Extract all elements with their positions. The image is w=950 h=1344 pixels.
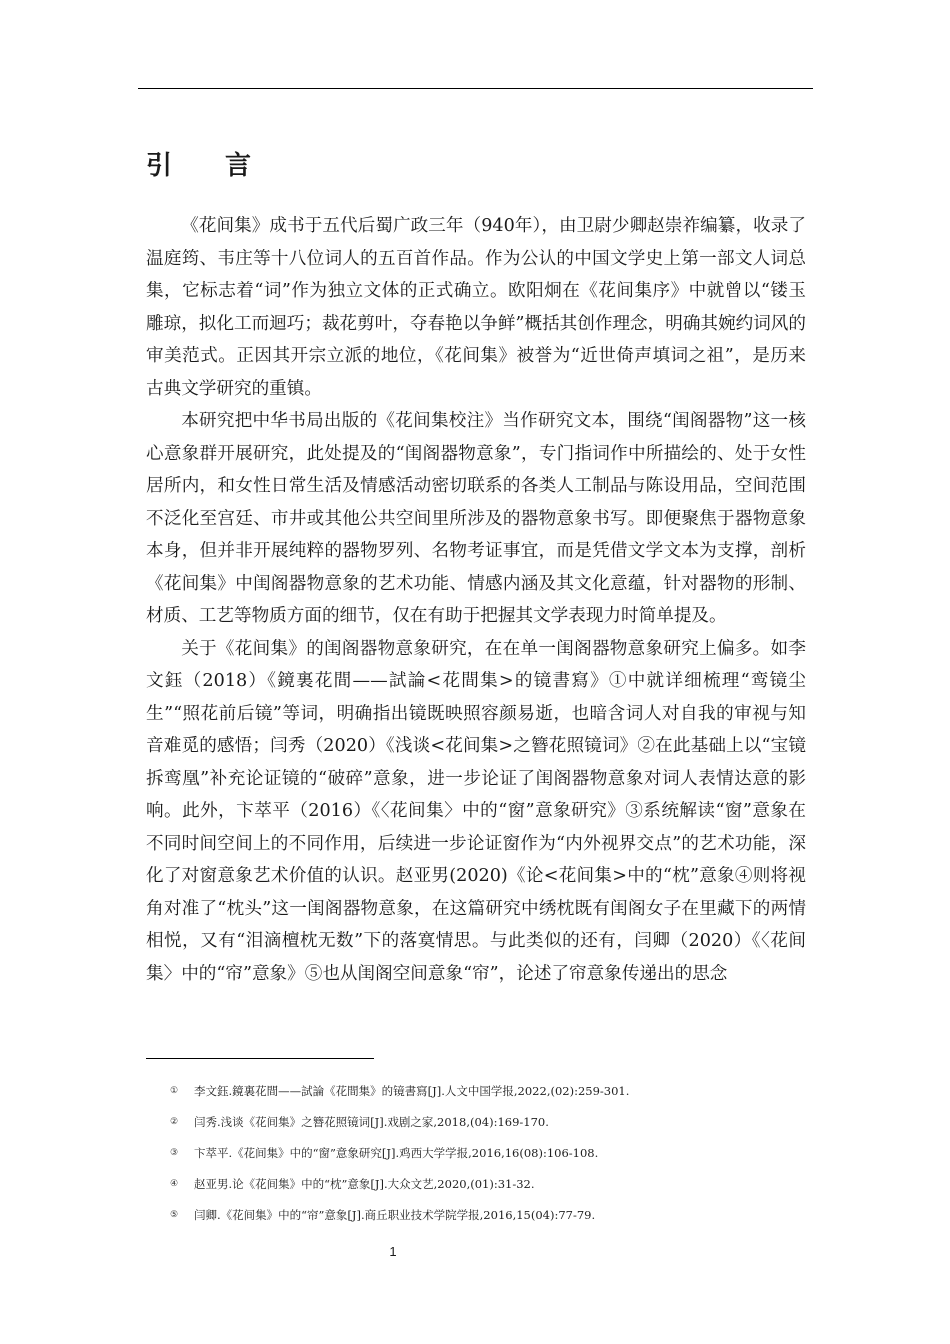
footnote (170, 1076, 810, 1107)
footnote-text: 闫卿.《花间集》中的“帘”意象[J].商丘职业技术学院学报,2016,15(04):77-79. (194, 1208, 596, 1222)
paragraph: 关于《花间集》的闺阁器物意象研究，在在单一闺阁器物意象研究上偏多。如李文鈺（2018）《鏡裏花間——試論<花間集>的镜書寫》①中就详细梳理“鸾镜尘生”“照花前后镜”等词，明确指出镜既映照容颜易逝，也暗含词人对自我的审视与知音难觅的感悟；闫秀（2020）《浅谈<花间集>之簪花照镜词》②在此基础上以“宝镜拆鸾凰”补充论证镜的“破碎”意象，进一步论证了闺阁器物意象对词人表情达意的影响。此外，卞萃平（2016）《〈花间集〉中的“窗”意象研究》③系统解读“窗”意象在不同时间空间上的不同作用，后续进一步论证窗作为“内外视界交点”的艺术功能，深化了对窗意象艺术价值的认识。赵亚男(2020)《论<花间集>中的“枕”意象④则将视角对准了“枕头”这一闺阁器物意象，在这篇研究中绣枕既有闺阁女子在里藏下的两情相悦，又有“泪滴檀枕无数”下的落寞情思。与此类似的还有，闫卿（2020）《〈花间集〉中的“帘”意象》⑤也从闺阁空间意象“帘”，论述了帘意象传递出的思念 (146, 638, 806, 984)
footnote-mark: ③ (170, 1148, 179, 1158)
footnote-mark: ⑤ (170, 1210, 179, 1220)
footnote (170, 1107, 810, 1138)
paragraph: 本研究把中华书局出版的《花间集校注》当作研究文本，围绕“闺阁器物”这一核心意象群开展研究，此处提及的“闺阁器物意象”，专门指词作中所描绘的、处于女性居所内，和女性日常生活及情感活动密切联系的各类人工制品与陈设用品，空间范围不泛化至宫廷、市井或其他公共空间里所涉及的器物意象书写。即便聚焦于器物意象本身，但并非开展纯粹的器物罗列、名物考证事宜，而是凭借文学文本为支撑，剖析《花间集》中闺阁器物意象的艺术功能、情感内涵及其文化意蕴，针对器物的形制、材质、工艺等物质方面的细节，仅在有助于把握其文学表现力时简单提及。 (146, 411, 806, 626)
footnote-text: 闫秀.浅谈《花间集》之簪花照镜词[J].戏剧之家,2018,(04):169-170. (194, 1115, 549, 1129)
body-text (146, 210, 806, 990)
footnotes (170, 1076, 810, 1231)
footnote-separator (146, 1058, 374, 1059)
section-heading: 引 言 (146, 151, 274, 181)
footnote-mark: ① (170, 1086, 179, 1096)
footnote-mark: ② (170, 1117, 179, 1127)
paragraph: 《花间集》成书于五代后蜀广政三年（940年），由卫尉少卿赵崇祚编纂，收录了温庭筠、韦庄等十八位词人的五百首作品。作为公认的中国文学史上第一部文人词总集，它标志着“词”作为独立文体的正式确立。欧阳炯在《花间集序》中就曾以“镂玉雕琼，拟化工而迴巧；裁花剪叶，夺春艳以争鲜”概括其创作理念，明确其婉约词风的审美范式。正因其开宗立派的地位，《花间集》被誉为“近世倚声填词之祖”，是历来古典文学研究的重镇。 (146, 216, 806, 399)
footnote-text: 卞萃平.《花间集》中的“窗”意象研究[J].鸡西大学学报,2016,16(08):106-108. (194, 1146, 599, 1160)
page-number: 1 (389, 1244, 397, 1259)
footnote (170, 1169, 810, 1200)
footnote (170, 1138, 810, 1169)
footnote-text: 赵亚男.论《花间集》中的“枕”意象[J].大众文艺,2020,(01):31-32. (194, 1177, 535, 1191)
header-rule (138, 88, 813, 89)
footnote-mark: ④ (170, 1179, 179, 1189)
footnote-text: 李文鈺.鏡裏花間——試論《花間集》的镜書寫[J].人文中国学报,2022,(02):259-301. (194, 1084, 630, 1098)
footnote (170, 1200, 810, 1231)
